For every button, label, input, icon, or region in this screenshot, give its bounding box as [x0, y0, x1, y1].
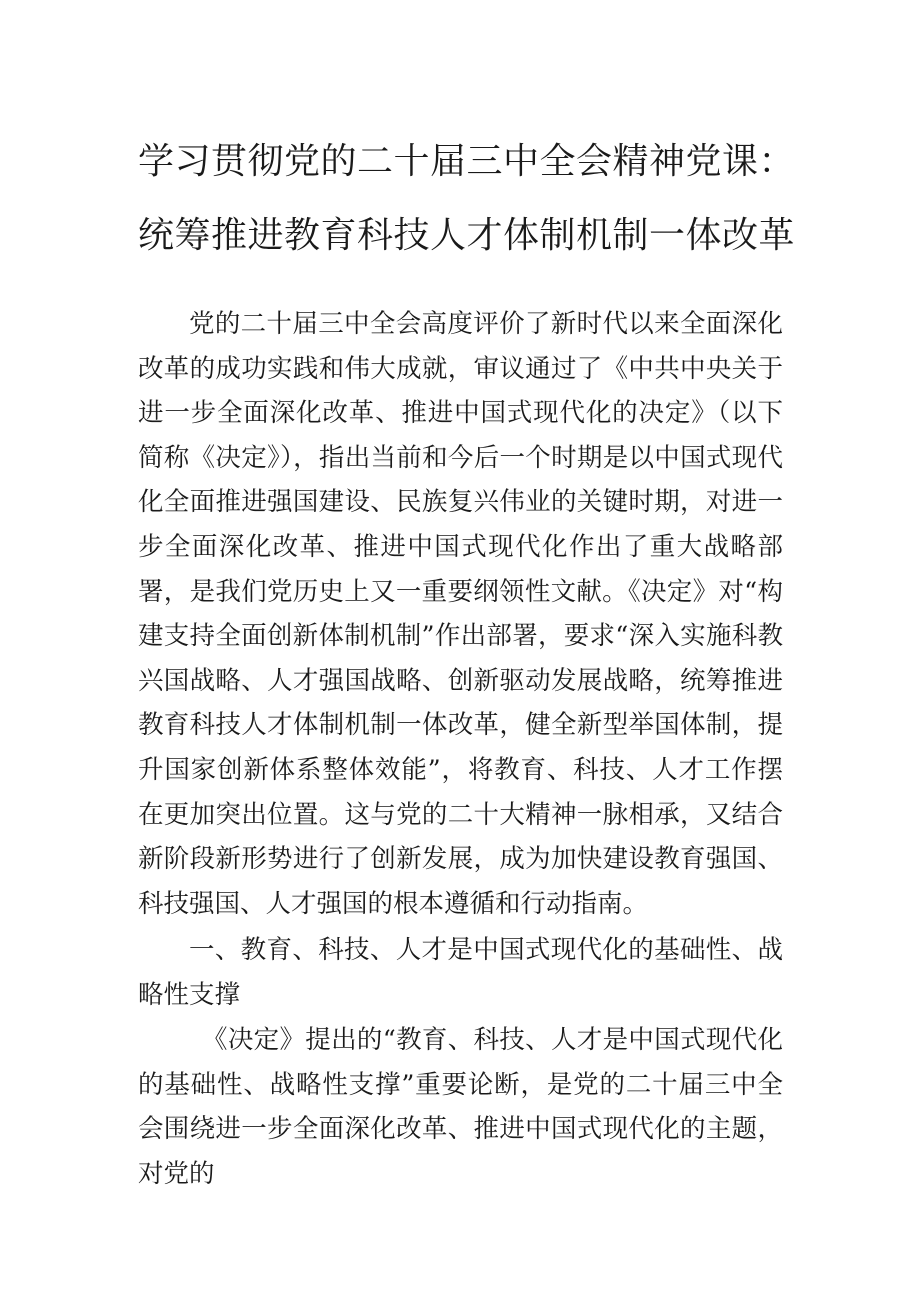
document-title-line-2: 统筹推进教育科技人才体制机制一体改革 — [138, 215, 796, 256]
body-paragraph-1: 党的二十届三中全会高度评价了新时代以来全面深化改革的成功实践和伟大成就，审议通过了《中共中央关于进一步全面深化改革、推进中国式现代化的决定》（以下简称《决定》），指出当前和今后一个时期是以中国式现代化全面推进强国建设、民族复兴伟业的关键时期，对进一步全面深化改革、推进中国式现代化作出了重大战略部署，是我们党历史上又一重要纲领性文献。《决定》对“构建支持全面创新体制机制”作出部署，要求“深入实施科教兴国战略、人才强国战略、创新驱动发展战略，统筹推进教育科技人才体制机制一体改革，健全新型举国体制，提升国家创新体系整体效能”，将教育、科技、人才工作摆在更加突出位置。这与党的二十大精神一脉相承，又结合新阶段新形势进行了创新发展，成为加快建设教育强国、科技强国、人才强国的根本遵循和行动指南。 — [138, 309, 783, 919]
document-title-line-1: 学习贯彻党的二十届三中全会精神党课： — [138, 141, 796, 182]
body-paragraph-2: 《决定》提出的“教育、科技、人才是中国式现代化的基础性、战略性支撑”重要论断，是党的二十届三中全会围绕进一步全面深化改革、推进中国式现代化的主题，对党的 — [138, 1025, 783, 1189]
section-heading-1: 一、教育、科技、人才是中国式现代化的基础性、战略性支撑 — [138, 935, 783, 1010]
